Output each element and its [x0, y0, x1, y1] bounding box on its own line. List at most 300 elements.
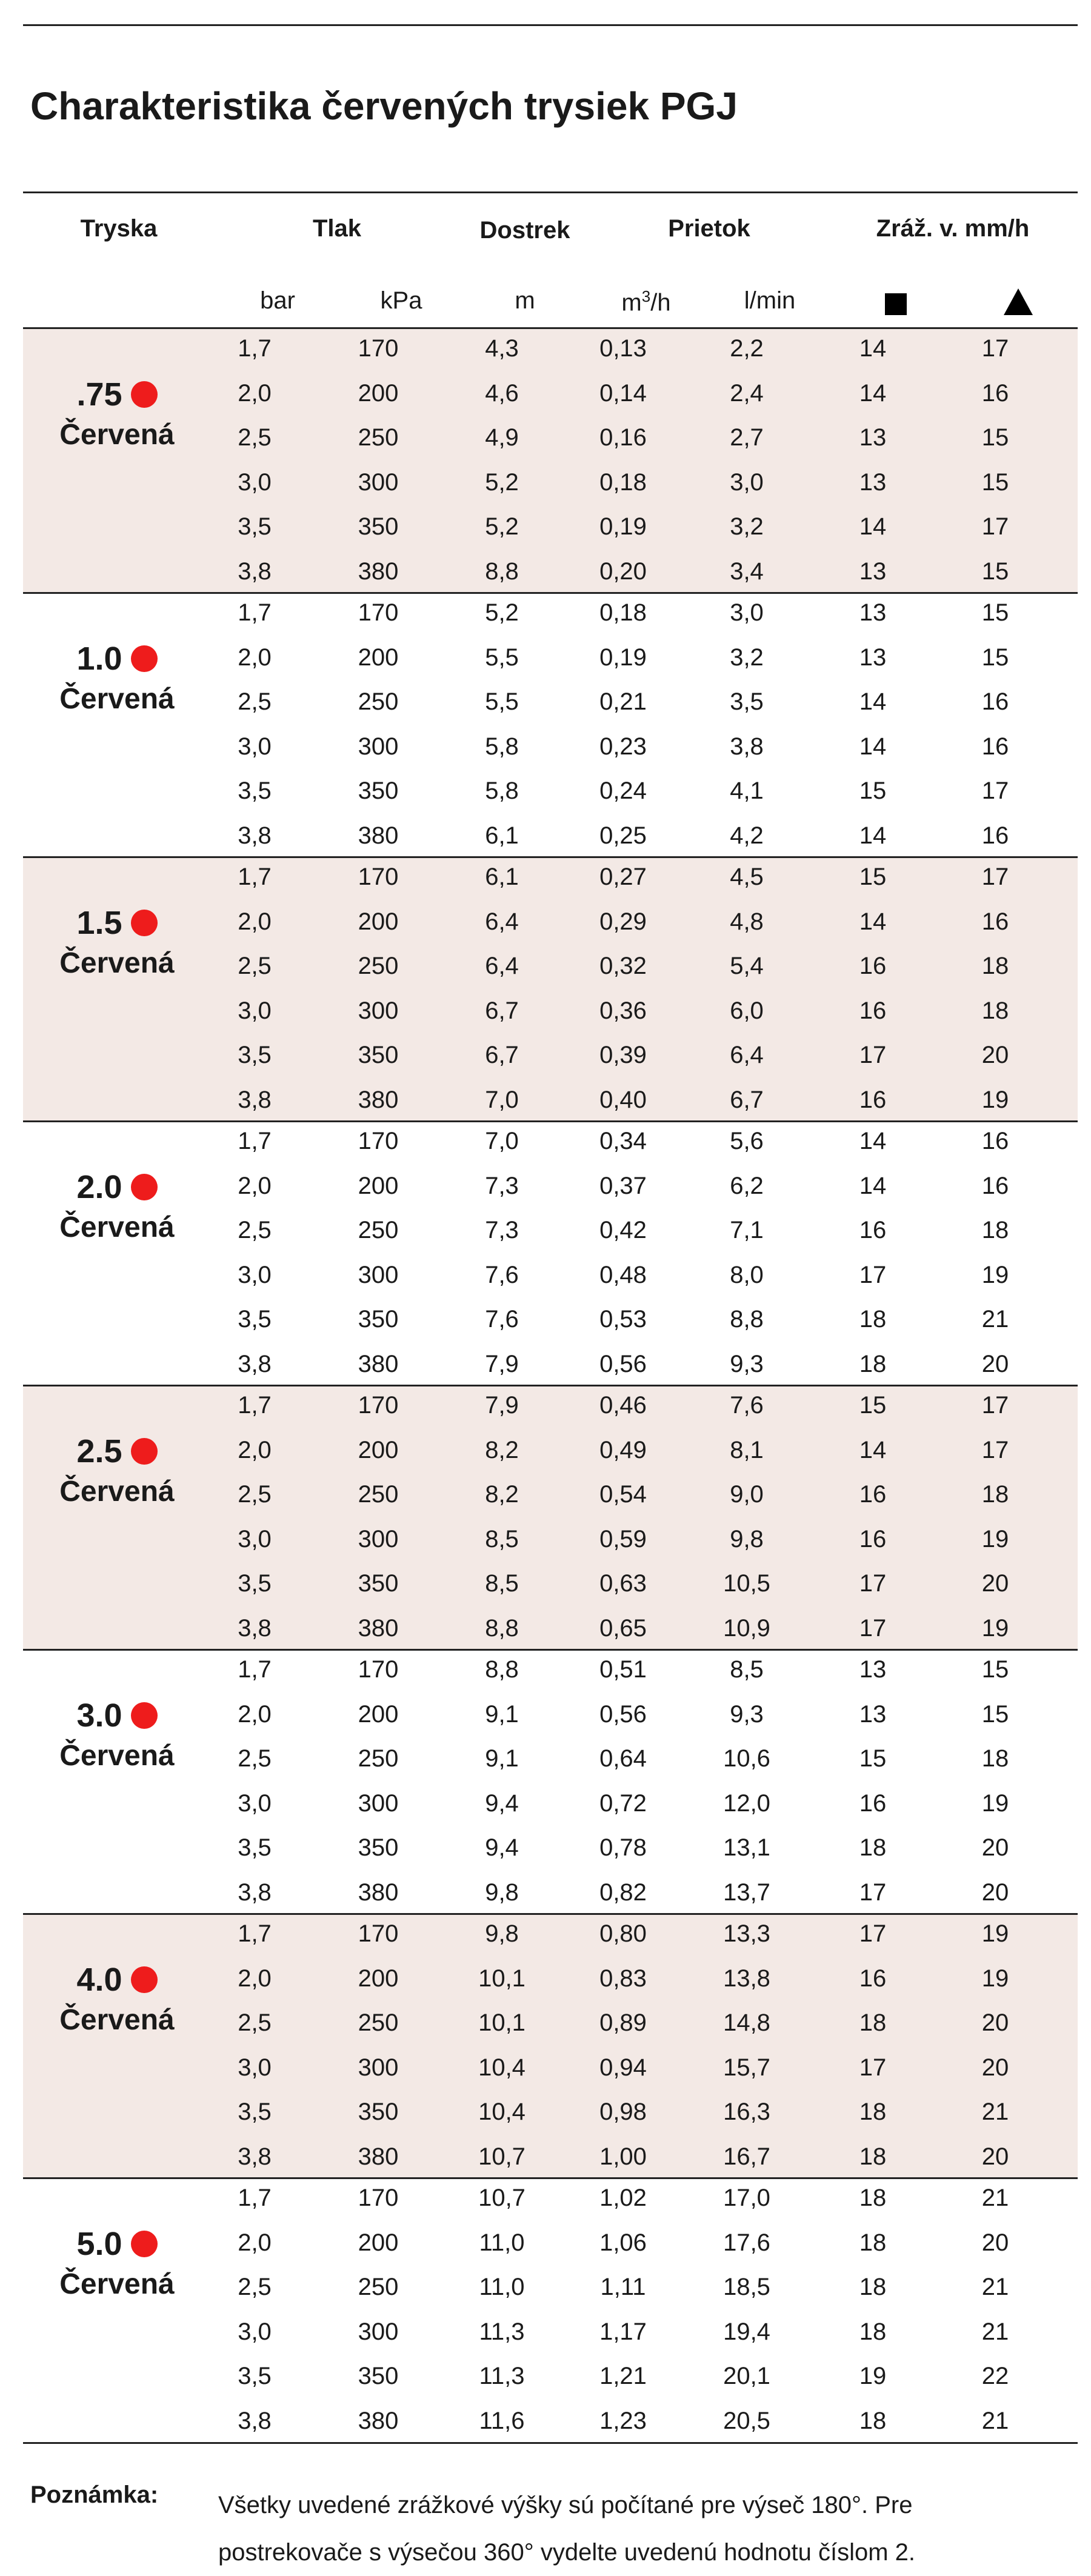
cell-pressure-bar: 3,0 [238, 733, 272, 760]
cell-precip-triangle: 19 [981, 1965, 1009, 1992]
cell-pressure-bar: 2,5 [238, 2009, 272, 2036]
nozzle-color-name: Červená [59, 1476, 175, 1508]
cell-flow-m3h: 1,06 [599, 2229, 647, 2256]
nozzle-size-text: 2.5 [76, 1433, 122, 1469]
cell-pressure-bar: 2,0 [238, 1173, 272, 1199]
cell-radius-m: 10,1 [478, 1965, 525, 1992]
cell-precip-square: 13 [859, 558, 887, 585]
header-radius: Dostrek [479, 217, 570, 244]
cell-flow-lmin: 13,8 [723, 1965, 770, 1992]
group-divider [23, 327, 1078, 329]
table-row [23, 1647, 1078, 1692]
cell-pressure-kpa: 380 [358, 2143, 399, 2170]
cell-radius-m: 10,4 [478, 2054, 525, 2081]
nozzle-size-text: 1.0 [76, 641, 122, 677]
table-row [23, 2089, 1078, 2134]
cell-pressure-kpa: 200 [358, 380, 399, 407]
cell-precip-triangle: 18 [981, 1217, 1009, 1243]
cell-radius-m: 4,9 [485, 424, 519, 451]
header-top-rule [23, 191, 1078, 193]
cell-radius-m: 9,1 [485, 1701, 519, 1728]
table-row [23, 1163, 1078, 1208]
cell-flow-m3h: 0,72 [599, 1790, 647, 1817]
cell-pressure-bar: 3,0 [238, 2054, 272, 2081]
cell-precip-triangle: 19 [981, 1087, 1009, 1113]
cell-radius-m: 9,8 [485, 1879, 519, 1906]
table-row [23, 1208, 1078, 1253]
cell-flow-m3h: 0,56 [599, 1701, 647, 1728]
cell-flow-m3h: 0,20 [599, 558, 647, 585]
cell-precip-triangle: 20 [981, 2009, 1009, 2036]
cell-flow-m3h: 1,02 [599, 2185, 647, 2211]
cell-pressure-kpa: 300 [358, 2318, 399, 2345]
cell-flow-m3h: 0,42 [599, 1217, 647, 1243]
cell-radius-m: 4,3 [485, 335, 519, 362]
cell-flow-lmin: 4,1 [730, 777, 764, 804]
cell-pressure-bar: 2,5 [238, 688, 272, 715]
unit-m3h-sup: 3 [641, 287, 651, 305]
cell-radius-m: 7,9 [485, 1351, 519, 1377]
table-row [23, 854, 1078, 899]
cell-flow-lmin: 9,0 [730, 1481, 764, 1508]
cell-precip-square: 18 [859, 1834, 887, 1861]
cell-radius-m: 11,3 [479, 2363, 525, 2389]
cell-precip-square: 18 [859, 2229, 887, 2256]
cell-flow-m3h: 0,82 [599, 1879, 647, 1906]
table-row [23, 1342, 1078, 1386]
cell-precip-square: 16 [859, 953, 887, 979]
note-label: Poznámka: [30, 2481, 159, 2508]
cell-flow-lmin: 20,5 [723, 2408, 770, 2434]
cell-precip-square: 18 [859, 2274, 887, 2300]
cell-pressure-bar: 3,8 [238, 1615, 272, 1642]
cell-pressure-bar: 2,5 [238, 1481, 272, 1508]
cell-radius-m: 9,4 [485, 1790, 519, 1817]
cell-radius-m: 10,7 [478, 2185, 525, 2211]
cell-pressure-bar: 3,5 [238, 1306, 272, 1333]
cell-pressure-bar: 3,0 [238, 1790, 272, 1817]
cell-flow-lmin: 2,7 [730, 424, 764, 451]
cell-precip-triangle: 20 [981, 2054, 1009, 2081]
cell-pressure-bar: 3,5 [238, 2098, 272, 2125]
cell-flow-m3h: 0,54 [599, 1481, 647, 1508]
cell-precip-square: 17 [859, 1879, 887, 1906]
table-row [23, 1517, 1078, 1562]
table-row [23, 2175, 1078, 2220]
table-row [23, 460, 1078, 505]
cell-precip-triangle: 20 [981, 1570, 1009, 1597]
cell-flow-m3h: 0,80 [599, 1920, 647, 1947]
nozzle-group [23, 1385, 1078, 1649]
cell-radius-m: 6,1 [485, 864, 519, 890]
group-divider [23, 1649, 1078, 1651]
table-row [23, 549, 1078, 594]
table-row [23, 768, 1078, 813]
group-divider [23, 1913, 1078, 1915]
cell-pressure-bar: 3,5 [238, 1570, 272, 1597]
table-row [23, 1472, 1078, 1517]
cell-radius-m: 8,5 [485, 1570, 519, 1597]
cell-pressure-kpa: 200 [358, 908, 399, 935]
cell-flow-lmin: 3,8 [730, 733, 764, 760]
header-pressure: Tlak [312, 215, 362, 242]
cell-precip-square: 14 [859, 1437, 887, 1463]
cell-pressure-bar: 1,7 [238, 1920, 272, 1947]
page-title: Charakteristika červených trysiek PGJ [30, 84, 738, 128]
cell-radius-m: 9,1 [485, 1745, 519, 1772]
cell-radius-m: 5,8 [485, 777, 519, 804]
nozzle-group [23, 857, 1078, 1121]
cell-pressure-bar: 2,0 [238, 1965, 272, 1992]
cell-flow-lmin: 20,1 [723, 2363, 770, 2389]
table-row [23, 944, 1078, 988]
cell-flow-lmin: 15,7 [723, 2054, 770, 2081]
cell-pressure-bar: 3,5 [238, 1042, 272, 1068]
cell-precip-triangle: 16 [981, 822, 1009, 849]
cell-precip-triangle: 22 [981, 2363, 1009, 2389]
cell-pressure-kpa: 350 [358, 2098, 399, 2125]
triangle-spacing-icon [1004, 288, 1033, 321]
cell-pressure-kpa: 170 [358, 335, 399, 362]
cell-flow-m3h: 0,18 [599, 599, 647, 626]
cell-flow-lmin: 8,8 [730, 1306, 764, 1333]
cell-flow-m3h: 0,49 [599, 1437, 647, 1463]
cell-pressure-kpa: 170 [358, 599, 399, 626]
cell-pressure-bar: 3,8 [238, 558, 272, 585]
cell-flow-lmin: 5,4 [730, 953, 764, 979]
cell-pressure-kpa: 200 [358, 2229, 399, 2256]
cell-flow-lmin: 5,6 [730, 1128, 764, 1154]
group-divider [23, 1120, 1078, 1122]
cell-precip-square: 14 [859, 908, 887, 935]
cell-precip-square: 18 [859, 2318, 887, 2345]
cell-precip-square: 16 [859, 1790, 887, 1817]
nozzle-color-name: Červená [59, 683, 175, 715]
cell-precip-square: 15 [859, 1392, 887, 1419]
cell-flow-lmin: 3,2 [730, 513, 764, 540]
cell-flow-lmin: 13,7 [723, 1879, 770, 1906]
cell-pressure-kpa: 250 [358, 953, 399, 979]
cell-radius-m: 5,5 [485, 688, 519, 715]
cell-pressure-bar: 3,8 [238, 2408, 272, 2434]
cell-precip-square: 14 [859, 733, 887, 760]
cell-flow-m3h: 0,19 [599, 644, 647, 671]
cell-flow-m3h: 0,89 [599, 2009, 647, 2036]
cell-precip-triangle: 16 [981, 380, 1009, 407]
cell-pressure-kpa: 170 [358, 1656, 399, 1683]
cell-flow-m3h: 0,78 [599, 1834, 647, 1861]
cell-flow-m3h: 0,32 [599, 953, 647, 979]
cell-radius-m: 8,2 [485, 1437, 519, 1463]
cell-flow-lmin: 2,4 [730, 380, 764, 407]
cell-pressure-kpa: 250 [358, 2009, 399, 2036]
cell-pressure-bar: 2,0 [238, 908, 272, 935]
cell-flow-lmin: 13,1 [723, 1834, 770, 1861]
cell-radius-m: 10,1 [478, 2009, 525, 2036]
cell-pressure-kpa: 350 [358, 1834, 399, 1861]
cell-precip-square: 19 [859, 2363, 887, 2389]
cell-pressure-kpa: 170 [358, 1128, 399, 1154]
cell-pressure-bar: 1,7 [238, 1392, 272, 1419]
cell-pressure-bar: 2,5 [238, 1217, 272, 1243]
cell-flow-lmin: 2,2 [730, 335, 764, 362]
cell-precip-square: 15 [859, 864, 887, 890]
table-row [23, 1428, 1078, 1473]
cell-pressure-kpa: 170 [358, 864, 399, 890]
table-row [23, 415, 1078, 460]
cell-pressure-bar: 3,8 [238, 2143, 272, 2170]
cell-pressure-bar: 3,8 [238, 1351, 272, 1377]
cell-pressure-kpa: 300 [358, 733, 399, 760]
cell-pressure-bar: 3,5 [238, 2363, 272, 2389]
table-row [23, 1606, 1078, 1651]
cell-precip-triangle: 16 [981, 733, 1009, 760]
cell-flow-m3h: 0,23 [599, 733, 647, 760]
cell-pressure-kpa: 380 [358, 1879, 399, 1906]
cell-pressure-bar: 2,5 [238, 2274, 272, 2300]
cell-precip-triangle: 19 [981, 1790, 1009, 1817]
table-row [23, 2045, 1078, 2090]
cell-precip-square: 13 [859, 469, 887, 496]
cell-radius-m: 10,7 [478, 2143, 525, 2170]
cell-radius-m: 7,3 [485, 1217, 519, 1243]
cell-pressure-kpa: 250 [358, 1745, 399, 1772]
cell-pressure-bar: 1,7 [238, 2185, 272, 2211]
cell-flow-m3h: 0,83 [599, 1965, 647, 1992]
cell-radius-m: 11,6 [479, 2408, 525, 2434]
table-row [23, 679, 1078, 724]
cell-precip-square: 13 [859, 599, 887, 626]
note-text: Všetky uvedené zrážkové výšky sú počítané pre výseč 180°. Pre postrekovače s výsečou 360° vydelte uvedenú hodnotu číslom 2. [218, 2492, 916, 2566]
cell-flow-lmin: 17,0 [723, 2185, 770, 2211]
cell-flow-lmin: 3,4 [730, 558, 764, 585]
cell-precip-triangle: 15 [981, 599, 1009, 626]
cell-pressure-kpa: 300 [358, 1790, 399, 1817]
cell-precip-triangle: 20 [981, 1834, 1009, 1861]
group-divider [23, 1385, 1078, 1386]
cell-precip-square: 16 [859, 1526, 887, 1553]
table-row [23, 2220, 1078, 2265]
cell-flow-lmin: 7,1 [730, 1217, 764, 1243]
cell-precip-triangle: 17 [981, 335, 1009, 362]
cell-radius-m: 5,2 [485, 469, 519, 496]
cell-pressure-bar: 3,0 [238, 997, 272, 1024]
cell-precip-square: 18 [859, 2143, 887, 2170]
cell-radius-m: 7,0 [485, 1087, 519, 1113]
cell-pressure-bar: 3,8 [238, 822, 272, 849]
cell-flow-lmin: 14,8 [723, 2009, 770, 2036]
table-row [23, 371, 1078, 416]
cell-radius-m: 8,8 [485, 558, 519, 585]
cell-precip-square: 18 [859, 2009, 887, 2036]
cell-pressure-kpa: 300 [358, 2054, 399, 2081]
cell-flow-m3h: 1,23 [599, 2408, 647, 2434]
cell-pressure-kpa: 200 [358, 1965, 399, 1992]
nozzle-color-name: Červená [59, 1740, 175, 1772]
cell-precip-square: 14 [859, 513, 887, 540]
cell-precip-square: 16 [859, 1481, 887, 1508]
cell-flow-lmin: 9,3 [730, 1351, 764, 1377]
cell-flow-m3h: 0,46 [599, 1392, 647, 1419]
cell-pressure-bar: 2,0 [238, 1437, 272, 1463]
table-row [23, 590, 1078, 635]
cell-flow-m3h: 1,11 [600, 2274, 646, 2300]
cell-precip-square: 18 [859, 2408, 887, 2434]
cell-flow-m3h: 0,14 [599, 380, 647, 407]
cell-flow-m3h: 0,65 [599, 1615, 647, 1642]
unit-m3h-base: m [621, 289, 642, 316]
nozzle-color-name: Červená [59, 1211, 175, 1243]
cell-precip-triangle: 20 [981, 1042, 1009, 1068]
table-row [23, 1033, 1078, 1077]
cell-precip-triangle: 19 [981, 1526, 1009, 1553]
cell-precip-square: 16 [859, 1087, 887, 1113]
cell-precip-triangle: 15 [981, 558, 1009, 585]
cell-radius-m: 9,4 [485, 1834, 519, 1861]
cell-pressure-kpa: 200 [358, 644, 399, 671]
cell-flow-lmin: 9,8 [730, 1526, 764, 1553]
cell-flow-m3h: 0,34 [599, 1128, 647, 1154]
cell-radius-m: 8,8 [485, 1615, 519, 1642]
cell-flow-lmin: 3,0 [730, 469, 764, 496]
nozzle-group [23, 328, 1078, 593]
cell-radius-m: 6,1 [485, 822, 519, 849]
cell-precip-triangle: 17 [981, 1392, 1009, 1419]
cell-radius-m: 11,0 [479, 2274, 525, 2300]
cell-pressure-kpa: 380 [358, 1351, 399, 1377]
table-row [23, 1253, 1078, 1297]
cell-pressure-bar: 1,7 [238, 1656, 272, 1683]
nozzle-group [23, 2178, 1078, 2442]
cell-pressure-kpa: 170 [358, 2185, 399, 2211]
cell-radius-m: 7,0 [485, 1128, 519, 1154]
cell-flow-lmin: 10,6 [723, 1745, 770, 1772]
cell-pressure-kpa: 200 [358, 1437, 399, 1463]
unit-kpa: kPa [380, 287, 422, 314]
cell-flow-lmin: 3,5 [730, 688, 764, 715]
cell-pressure-kpa: 300 [358, 1526, 399, 1553]
unit-bar: bar [260, 287, 295, 314]
cell-pressure-bar: 1,7 [238, 1128, 272, 1154]
nozzle-size-text: 2.0 [76, 1169, 122, 1205]
cell-precip-square: 18 [859, 2098, 887, 2125]
cell-precip-square: 16 [859, 1217, 887, 1243]
cell-precip-square: 17 [859, 1042, 887, 1068]
cell-flow-m3h: 0,53 [599, 1306, 647, 1333]
cell-pressure-bar: 2,0 [238, 380, 272, 407]
cell-precip-square: 18 [859, 1351, 887, 1377]
cell-radius-m: 5,8 [485, 733, 519, 760]
cell-flow-m3h: 0,24 [599, 777, 647, 804]
cell-flow-m3h: 0,25 [599, 822, 647, 849]
cell-radius-m: 7,3 [485, 1173, 519, 1199]
cell-pressure-kpa: 380 [358, 1615, 399, 1642]
table-row [23, 2309, 1078, 2354]
table-row [23, 1077, 1078, 1122]
cell-precip-square: 13 [859, 1656, 887, 1683]
top-rule [23, 24, 1078, 26]
cell-flow-lmin: 4,5 [730, 864, 764, 890]
cell-pressure-kpa: 350 [358, 2363, 399, 2389]
cell-pressure-bar: 3,0 [238, 1526, 272, 1553]
table-row [23, 988, 1078, 1033]
cell-pressure-kpa: 350 [358, 513, 399, 540]
cell-flow-m3h: 0,39 [599, 1042, 647, 1068]
cell-precip-square: 18 [859, 2185, 887, 2211]
cell-pressure-kpa: 380 [358, 1087, 399, 1113]
cell-precip-square: 16 [859, 1965, 887, 1992]
cell-flow-lmin: 7,6 [730, 1392, 764, 1419]
cell-flow-lmin: 16,7 [723, 2143, 770, 2170]
cell-precip-square: 14 [859, 1173, 887, 1199]
cell-pressure-bar: 2,5 [238, 953, 272, 979]
cell-flow-lmin: 12,0 [723, 1790, 770, 1817]
cell-precip-square: 14 [859, 822, 887, 849]
cell-radius-m: 6,7 [485, 1042, 519, 1068]
cell-pressure-bar: 1,7 [238, 864, 272, 890]
cell-precip-square: 17 [859, 1920, 887, 1947]
cell-precip-triangle: 18 [981, 953, 1009, 979]
cell-flow-m3h: 0,59 [599, 1526, 647, 1553]
nozzle-size-text: .75 [76, 376, 122, 413]
cell-pressure-bar: 2,5 [238, 1745, 272, 1772]
cell-precip-triangle: 16 [981, 1173, 1009, 1199]
cell-flow-m3h: 0,98 [599, 2098, 647, 2125]
cell-radius-m: 8,5 [485, 1526, 519, 1553]
table-row [23, 1870, 1078, 1915]
cell-precip-triangle: 21 [981, 2098, 1009, 2125]
cell-pressure-kpa: 250 [358, 688, 399, 715]
table-row [23, 899, 1078, 944]
cell-flow-lmin: 8,5 [730, 1656, 764, 1683]
cell-precip-triangle: 20 [981, 2229, 1009, 2256]
cell-radius-m: 8,2 [485, 1481, 519, 1508]
cell-pressure-bar: 3,0 [238, 469, 272, 496]
cell-flow-m3h: 0,56 [599, 1351, 647, 1377]
cell-pressure-bar: 3,5 [238, 1834, 272, 1861]
cell-flow-m3h: 0,37 [599, 1173, 647, 1199]
cell-flow-lmin: 6,7 [730, 1087, 764, 1113]
cell-pressure-bar: 3,8 [238, 1087, 272, 1113]
cell-flow-lmin: 17,6 [723, 2229, 770, 2256]
cell-precip-triangle: 17 [981, 864, 1009, 890]
cell-precip-triangle: 15 [981, 1701, 1009, 1728]
cell-precip-square: 17 [859, 2054, 887, 2081]
cell-flow-lmin: 6,0 [730, 997, 764, 1024]
cell-pressure-kpa: 200 [358, 1701, 399, 1728]
nozzle-color-name: Červená [59, 2004, 175, 2036]
cell-pressure-bar: 1,7 [238, 335, 272, 362]
cell-pressure-kpa: 350 [358, 1042, 399, 1068]
table-row [23, 326, 1078, 371]
cell-precip-triangle: 16 [981, 908, 1009, 935]
cell-precip-square: 16 [859, 997, 887, 1024]
cell-precip-square: 17 [859, 1262, 887, 1288]
cell-flow-m3h: 0,29 [599, 908, 647, 935]
cell-pressure-kpa: 350 [358, 1306, 399, 1333]
cell-pressure-bar: 1,7 [238, 599, 272, 626]
cell-flow-lmin: 6,2 [730, 1173, 764, 1199]
nozzle-group [23, 1649, 1078, 1914]
cell-precip-square: 14 [859, 335, 887, 362]
cell-flow-m3h: 1,21 [599, 2363, 647, 2389]
cell-radius-m: 7,6 [485, 1262, 519, 1288]
cell-flow-lmin: 8,0 [730, 1262, 764, 1288]
unit-m: m [515, 287, 535, 314]
cell-precip-square: 18 [859, 1306, 887, 1333]
cell-radius-m: 6,7 [485, 997, 519, 1024]
table-row [23, 1119, 1078, 1163]
